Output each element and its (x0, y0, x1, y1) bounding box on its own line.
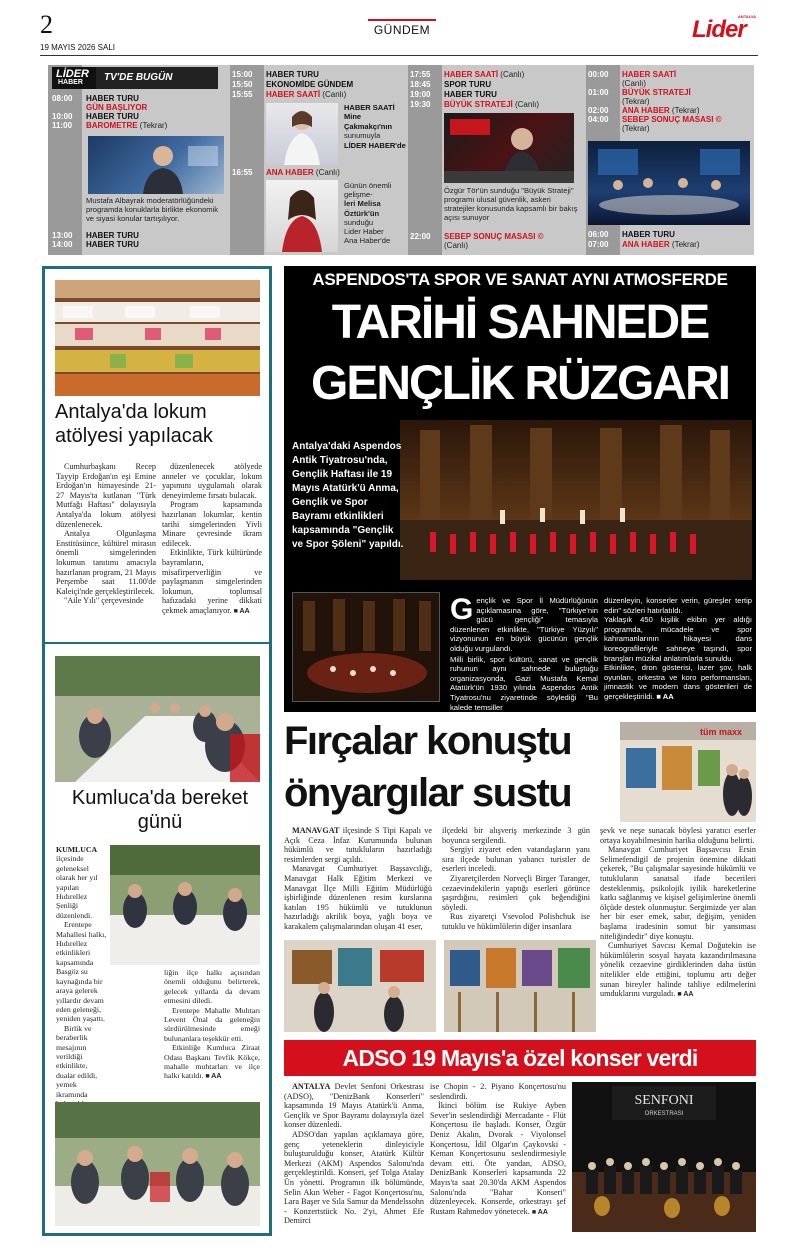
tv-panel: LİDER HABER TV'DE BUGÜN 08:00 10:00 11:00 HABER TURU GÜN BAŞLIYOR HABER TURU BAROMETRE (Tekrar) Mustafa Albayrak moderatörlüğündeki programda konuklarla birlikte ekonomik ve siyasi konular tartışılıyor. 13:00 14:00 HABER TURU HABER TURU 15:00 15:50 15:55 HABER TURU EKONOMİDE GÜNDEM HABER SAATİ (Canlı) HABER SAATİ Mine Çakmakçı'nın sunumuyla LİDER HABER'de 16:55 ANA HABER (Canlı) Günün önemli gelişme- leri Melisa Öztürk'ün sunduğu Lider Haber Ana Haber'de 17:55 18:45 19:00 19:30 HABER SAATİ (Canlı) SPOR TURU HABER TURU BÜYÜK STRATEJİ (Canlı) Özgür Tör'ün sunduğu "Büyük Strateji" programı ulusal güvenlik, askeri stratejiler konusunda kapsamlı bir bakış açısı sunuyor 22:00 SEBEP SONUÇ MASASI © (Canlı) 00:00 01:00 02:00 04:00 HABER SAATİ (Canlı) BÜYÜK STRATEJİ (Tekrar) ANA HABER (Tekrar) SEBEP SONUÇ MASASI © (Tekrar) 06:00 07:00 HABER TURU ANA HABER (Tekrar) (48, 65, 754, 255)
tv-host-photo-albayrak (88, 136, 224, 194)
aspendos-body-col2: düzenleyin, konserler verin, güreşler tertip edin" sözleri hatırlatıldı. Yaklaşık 450 kişilik ekibin yer aldığı programda, mücadele ve spor kahramanlarının hikayesi dans koreografileriyle sahneye taşındı, spor branşları müzikal anlatımlarla sunuldu. Etkinlikte, dron gösterisi, lazer şov, halk oyunları, orkestra ve koro performansları, jimnastik ve modern dans gösterileri de gerçekleştirildi. ■ AA (604, 596, 752, 701)
tv-host-photo-ozturk (266, 180, 338, 252)
newspaper-logo: ANTALYA Lider (692, 14, 756, 43)
adso-orchestra-photo (572, 1082, 756, 1232)
tv-title: TV'DE BUGÜN (104, 72, 173, 83)
aspendos-title-line1: TARİHİ SAHNEDE (331, 296, 709, 349)
tv-show: GÜN BAŞLIYOR (86, 103, 148, 112)
adso-col1: ANTALYA Devlet Senfoni Orkestrası (ADSO), "DenizBank Konserleri" kapsamında 19 Mayıs Atatürk'ü Anma, Gençlik ve Spor Bayramı dolayısıyla özel konser düzenledi. ADSO'dan yapılan açıklamaya göre, genç yeteneklerin dinleyiciyle buluşturulduğu konser, Atatürk Kültür Merkezi (AKM) Aspendos Salonu'nda gerçekleştirildi. Konseri, şef Tolga Atalay Ün yönetti. Programın ilk bölümünde, Selin Akın Weber - Fagot Konçertosu'nu, Lara Başer ve Sıla Samur da Mendelssohn - Konzertstück No. 2'yi, Ahmet Efe Demirci (284, 1082, 425, 1226)
tv-time: 08:00 (52, 94, 73, 103)
lokum-headline: Antalya'da lokum atölyesi yapılacak (55, 401, 213, 447)
tv-studio-photo (588, 141, 750, 225)
tv-logo: LİDER HABER TV'DE BUGÜN (52, 67, 218, 89)
section-rule (368, 19, 436, 21)
fircalar-title-line1: Fırçalar konuştu (284, 719, 572, 763)
fircalar-photo-paintings (444, 940, 596, 1032)
kumluca-col1: KUMLUCA ilçesinde geleneksel olarak her yıl yapılan Hıdırellez Şenliği düzenlendi. Erentepe Mahallesi halkı, Hıdırellez etkinlikleri kapsamında Basgöz su kaynağında bir araya gelerek yıllardır devam eden geleneği, yeniden yaşattı. Birlik ve beraberlik mesajının verildiği etkinlikte, dualar edildi, yemek ikramında (56, 845, 107, 1099)
aspendos-small-photo (292, 592, 440, 702)
fircalar-col3: şevk ve neşe sunacak böylesi yaratıcı eserler ortaya koyabilmesinin harika olduğunu belirtti. Manavgat Cumhuriyet Başsavcısı Ersin Selimefendigil de projenin önemine dikkati çekerek, "Bu çalışmalar sayesinde hükümlü ve tutukluların sanatsal ifade becerileri desteklenmiş, psikolojik iyilik hareketlerine katkı sağlanmış ve kişisel gelişimlerine önemli ölçüde destek olunmuştur. Sergimizde yer alan her bir eser emek, sabır, değişim, yeniden başlama iradesinin somut bir yansıması niteliğindedir" diye konuştu. Cumhuriyet Savcısı Kemal Doğutekin ise hükümlülerin sosyal hayata kazandırılmasına yönelik cezaevine girdiklerinden daha üstün nitelikler elde ettiğini, toplumu artı değer sunan bireyler halinde tahliye edilmelerini umduklarını vurguladı. ■ AA (600, 826, 756, 999)
aspendos-intro: Antalya'daki Aspendos Antik Tiyatrosu'nda, Gençlik Haftası ile 19 Mayıs Atatürk'ü Anma, Gençlik ve Spor Bayramı etkinlikleri kapsamında "Gençlik ve Spor Şöleni" yapıldı. (292, 441, 404, 550)
adso-banner-text-1: SENFONI (634, 1093, 694, 1108)
page-number: 2 (40, 10, 53, 39)
lokum-col1: Cumhurbaşkanı Recep Tayyip Erdoğan'ın eşi Emine Erdoğan'ın himayesinde 21-27 Mayıs'ta kutlanan "Türk Mutfağı Haftası" dolayısıyla Antalya'da lokum atölyesi düzenlenecek. Antalya Olgunlaşma Enstitüsünce, kültürel mirasın önemli simgelerinden lokumun tanıtımı amacıyla hazırlanan program, 21 Mayıs Perşembe saat 11.00'de Kaleiçi'nde gerçekleştirilecek. "Aile Yılı" çerçevesinde (56, 462, 156, 606)
tv-host-photo-tor (444, 113, 574, 183)
tv-show: HABER TURU (86, 112, 139, 121)
fircalar-exhibition-photo (620, 722, 756, 822)
aspendos-title-line2: GENÇLİK RÜZGARI (311, 357, 729, 410)
section-title: GÜNDEM (373, 23, 431, 37)
adso-headline: ADSO 19 Mayıs'a özel konser verdi (342, 1045, 698, 1071)
aspendos-dropcap: G (450, 593, 474, 626)
tv-caption: Özgür Tör'ün sunduğu "Büyük Strateji" programı ulusal güvenlik, askeri stratejiler konusunda kapsamlı bir bakış açısı sunuyor (444, 186, 578, 222)
kumluca-headline: Kumluca'da bereket günü (71, 787, 249, 833)
lokum-col2: düzenlenecek atölyede anneler ve çocuklar, lokum yapımını uygulamalı olarak deneyimleme fırsatı bulacak. Program kapsamında hazırlanan lokumlar, kentin tarihi simgelerinden Yivli Minare çevresinde ikram edilecek. Etkinlikte, Türk kültüründe bayramların, misafirperverliğin ve paylaşmanın simgelerinden lokumun, toplumsal hafızadaki yerine dikkati çekmek amaçlanıyor. ■ AA (162, 462, 262, 615)
tv-host-photo-cakmakci (266, 103, 338, 165)
left-divider (45, 642, 269, 644)
aspendos-body-col1: Gençlik ve Spor İl Müdürlüğünün açıklamasına göre, "Türkiye'nin gücü gençliği" temasıyla düzenlenen etkinlikte, "Türkiye Yüzyılı" vizyonunun en büyük gücünün gençlik olduğu vurgulandı. Milli birlik, spor kültürü, sanat ve gençlik ruhunun aynı sahnede buluştuğu organizasyonda, Gazi Mustafa Kemal Atatürk'ün 1930 yılında Aspendos Antik Tiyatrosu'nu ziyaretinde söylediği "Bu kalede temsiller (450, 593, 598, 712)
page-date: 19 MAYIS 2026 SALI (40, 43, 116, 52)
aspendos-kicker: ASPENDOS'TA SPOR VE SANAT AYNI ATMOSFERDE (312, 270, 728, 289)
store-sign: tüm maxx (700, 727, 743, 737)
kumluca-photo-middle (110, 845, 260, 965)
tv-time: 11:00 (52, 121, 73, 130)
kumluca-col2: liğin ilçe halkı açısından önemli olduğunu belirterek, gelecek yıllarda da devam etmesini diledi. Erentepe Mahalle Muhtarı Levent Önal da geleneğin sürdürülmesinde emeği bulunanlara teşekkür etti. Etkinliğe Kumluca Ziraat Odası Başkanı Tevfik Kökçe, mahalle muhtarları ve ilçe halkı katıldı. ■ AA (164, 968, 260, 1081)
tv-show: HABER TURU (86, 94, 139, 103)
tv-time: 10:00 (52, 112, 73, 121)
lokum-photo (55, 280, 260, 396)
fircalar-photo-visitors (284, 940, 436, 1032)
tv-show: BAROMETRE (Tekrar) (86, 121, 168, 130)
fircalar-col1: MANAVGAT ilçesinde S Tipi Kapalı ve Açık Ceza İnfaz Kurumunda bulunan hükümlü ve tutukluların hazırladığı resimlerden sergi açıldı. Manavgat Cumhuriyet Başsavcılığı, Manavgat Halk Eğitim Merkezi ve Manavgat İlçe Milli Eğitim Müdürlüğü işbirliğinde düzenlenen resim kurslarına katılan 195 hükümlü ve tutuklunun hazırladığı akrilik boya, yağlı boya ve karakalem çalışmalarından oluşan 41 eser, (284, 826, 433, 931)
fircalar-col2: ilçedeki bir alışveriş merkezinde 3 gün boyunca sergilendi. Sergiyi ziyaret eden vatandaşların yanı sıra ilçede bulunan yabancı turistler de eserleri inceledi. Ziyaretçilerden Norveçli Birger Taranger, cezaevindekilerin yaptığı eserleri görünce şaşırdığını, resimleri çok beğendiğini söyledi. Rus ziyaretçi Vsevolod Polishchuk ise tutuklu ve hükümlülerin diğer insanlara (442, 826, 590, 931)
header-rule (40, 55, 758, 56)
kumluca-photo-top (55, 656, 260, 782)
fircalar-title-line2: önyargılar sustu (284, 771, 572, 815)
adso-banner-text-2: ORKESTRASI (644, 1111, 684, 1117)
aspendos-stage-photo (400, 420, 752, 580)
adso-col2: ise Chopin - 2. Piyano Konçertosu'nu seslendirdi. İkinci bölüm ise Rukiye Ayben Sever'in seslendirdiği Mercadante - Flüt Konçertosu ile başladı. Konser, Özgür Deniz Akalın, Dvorak - Viyolonsel Konçertosu, İdil Olgar'ın Çaykovski - Keman Konçertosunu seslendirmesiyle devam etti. Öte yandan, ADSO, DenizBank Konserleri kapsamında 22 Mayıs'ta saat 20.30'da AKM Aspendos Salonu'nda "Bahar Konseri" düzenleyecek. Konserde, orkestrayı şef Rustam Rahmedov yönetecek. ■ AA (430, 1082, 566, 1216)
tv-caption: Mustafa Albayrak moderatörlüğündeki programda konuklarla birlikte ekonomik ve siyasi konular tartışılıyor. (86, 196, 219, 223)
kumluca-photo-bottom (55, 1102, 260, 1226)
